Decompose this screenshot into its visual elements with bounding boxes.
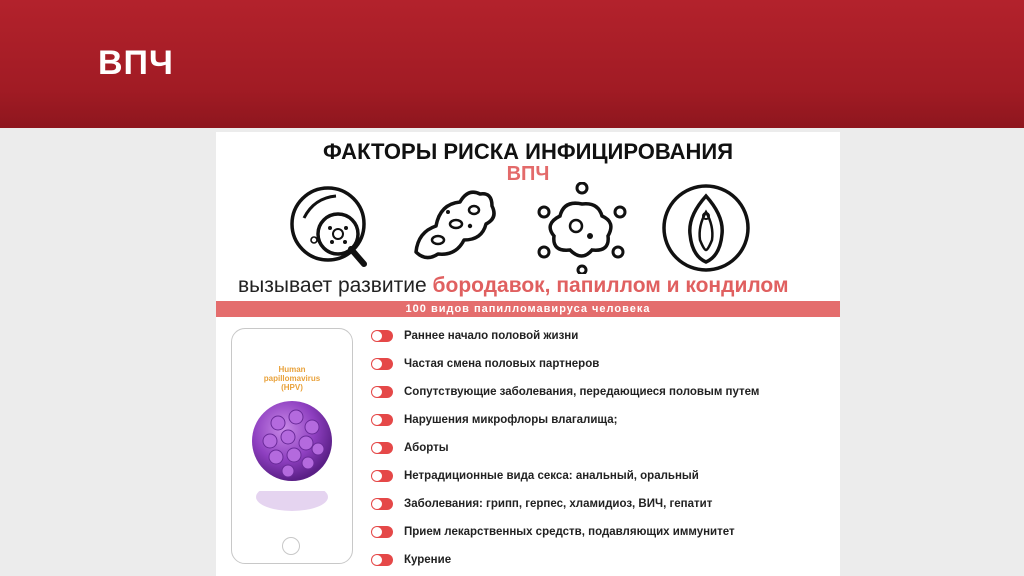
risk-factor-item xyxy=(371,382,759,402)
hpv-caption-line: Human xyxy=(278,365,306,374)
infographic-title: ФАКТОРЫ РИСКА ИНФИЦИРОВАНИЯ xyxy=(322,139,734,164)
risk-factor-item xyxy=(371,354,599,374)
hpv-types-banner: 100 видов папилломавируса человека xyxy=(216,301,840,317)
risk-factor-label: Нетрадиционные вида секса: анальный, оральный xyxy=(404,470,699,482)
toggle-icon xyxy=(371,554,393,566)
tagline-highlight: бородавок, папиллом и кондилом xyxy=(432,274,789,297)
toggle-icon xyxy=(371,526,393,538)
toggle-icon xyxy=(371,330,393,342)
phone-home-button xyxy=(282,537,300,555)
risk-factor-item xyxy=(371,438,449,458)
hpv-caption xyxy=(232,365,352,392)
hpv-virus-icon xyxy=(248,397,336,485)
risk-factor-item xyxy=(371,410,618,430)
infographic-subtitle: ВПЧ xyxy=(506,163,550,185)
slide-title: ВПЧ xyxy=(98,44,174,82)
risk-factor-item xyxy=(371,550,451,570)
toggle-icon xyxy=(371,414,393,426)
toggle-icon xyxy=(371,470,393,482)
hpv-caption-line: papillomavirus xyxy=(263,374,321,383)
toggle-icon xyxy=(371,442,393,454)
tagline xyxy=(238,274,789,298)
risk-factor-label: Аборты xyxy=(404,442,449,454)
bacterium-icon xyxy=(408,182,500,274)
magnified-cell-icon xyxy=(286,182,378,274)
infographic-image xyxy=(216,132,840,576)
risk-factor-label: Частая смена половых партнеров xyxy=(404,358,600,370)
risk-factor-label: Нарушения микрофлоры влагалища; xyxy=(404,414,618,426)
toggle-icon xyxy=(371,498,393,510)
risk-factor-item xyxy=(371,494,712,514)
toggle-icon xyxy=(371,386,393,398)
risk-factor-label: Раннее начало половой жизни xyxy=(404,330,579,342)
risk-factor-item xyxy=(371,326,578,346)
female-anatomy-icon xyxy=(660,182,752,274)
virus-cell-icon xyxy=(536,182,628,274)
hpv-virus-reflection xyxy=(248,491,336,521)
risk-factor-label: Заболевания: грипп, герпес, хламидиоз, ВИЧ, гепатит xyxy=(404,498,713,510)
risk-factor-item xyxy=(371,466,699,486)
toggle-icon xyxy=(371,358,393,370)
risk-factor-label: Курение xyxy=(404,554,452,566)
risk-factor-label: Сопутствующие заболевания, передающиеся половым путем xyxy=(404,386,760,398)
risk-factor-label: Прием лекарственных средств, подавляющих иммунитет xyxy=(404,526,735,538)
phone-illustration xyxy=(231,328,353,564)
tagline-text: вызывает развитие xyxy=(238,274,433,297)
hpv-caption-line: (HPV) xyxy=(281,383,303,392)
risk-factor-item xyxy=(371,522,735,542)
icon-row xyxy=(286,182,756,274)
